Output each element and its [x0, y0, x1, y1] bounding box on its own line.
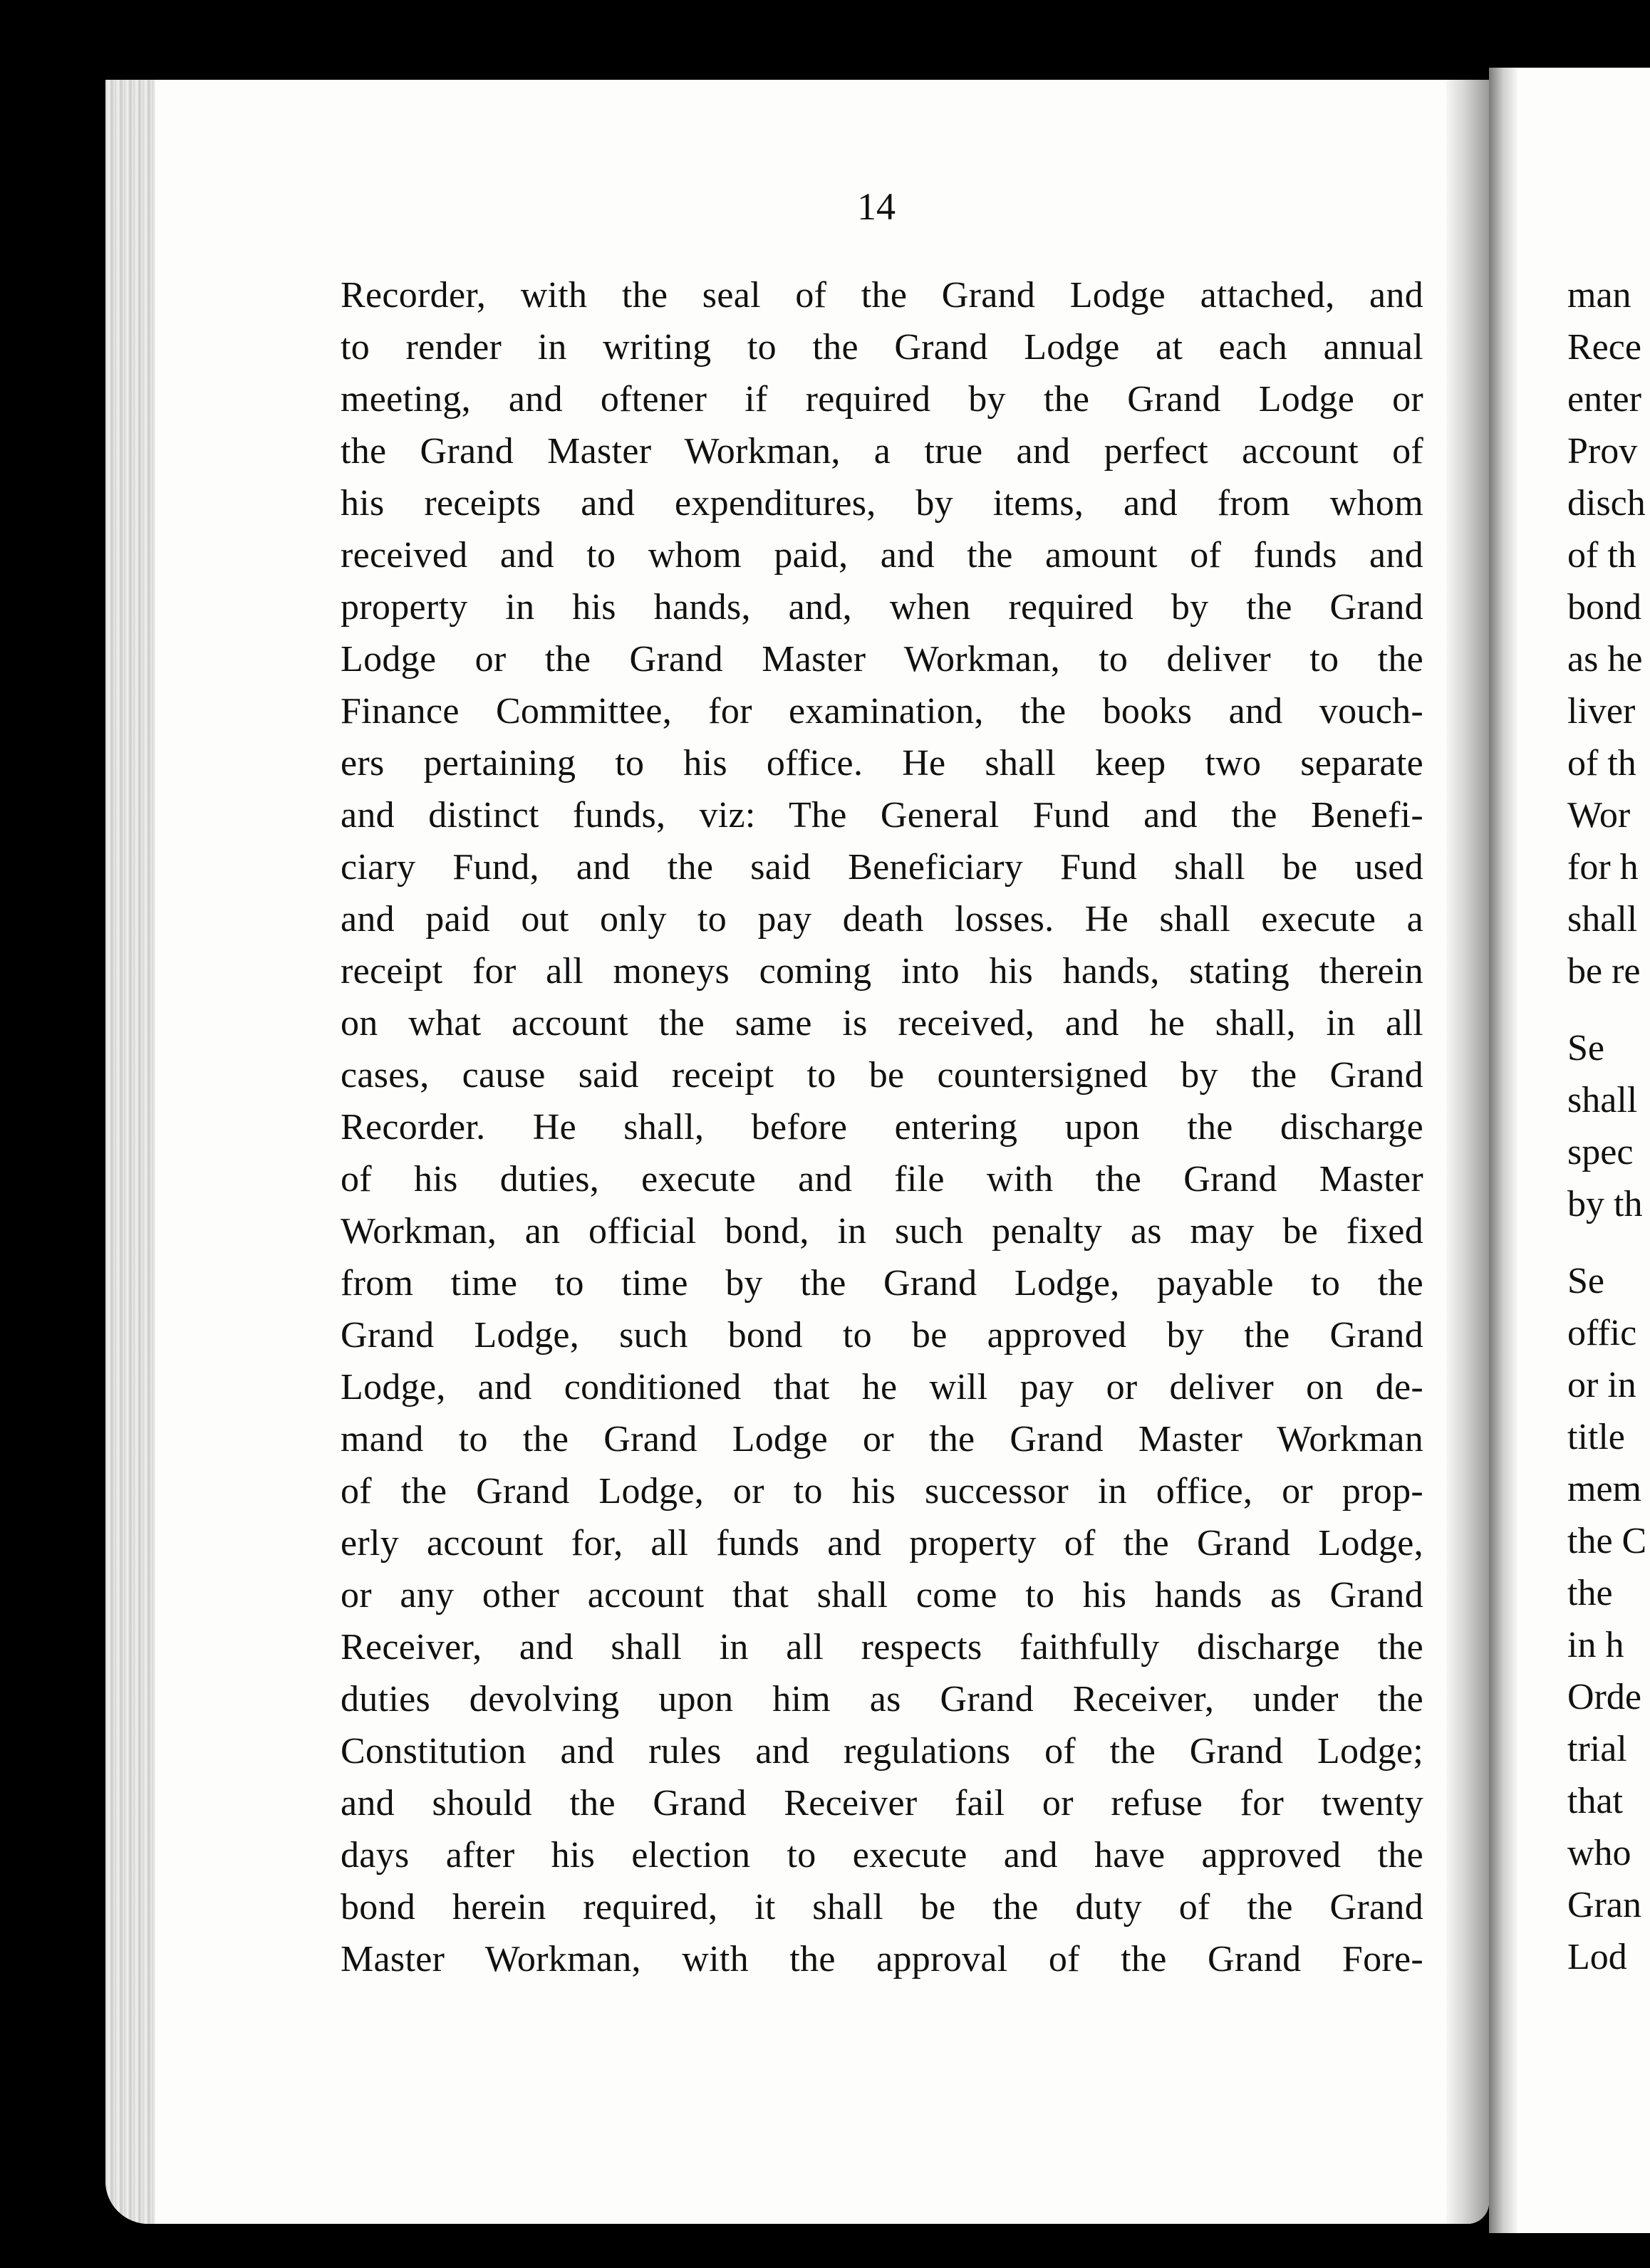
- right-text-line: for h: [1567, 847, 1639, 888]
- text-line: and should the Grand Receiver fail or refuse for twenty: [341, 1783, 1423, 1824]
- text-line: on what account the same is received, and he shall, in all: [341, 1003, 1423, 1044]
- right-text-line: be re: [1567, 951, 1641, 992]
- right-text-line: as he: [1567, 639, 1643, 680]
- right-page-gutter-shadow: [1489, 68, 1517, 2233]
- right-text-line: Rece: [1567, 327, 1641, 368]
- right-text-line: Se: [1567, 1028, 1604, 1068]
- right-text-line: disch: [1567, 483, 1646, 524]
- right-text-line: by th: [1567, 1184, 1643, 1224]
- text-line: of the Grand Lodge, or to his successor in office, or prop-: [341, 1471, 1423, 1512]
- paragraph-gap: [1567, 1230, 1650, 1255]
- text-line: ciary Fund, and the said Beneficiary Fund shall be used: [341, 847, 1423, 888]
- text-line: duties devolving upon him as Grand Receiver, under the: [341, 1679, 1423, 1720]
- right-text-line: Gran: [1567, 1885, 1641, 1925]
- right-text-line: Wor: [1567, 795, 1631, 836]
- right-page-text: [1567, 269, 1650, 1983]
- right-text-line: in h: [1567, 1625, 1624, 1665]
- right-text-line: liver: [1567, 691, 1636, 732]
- text-line: Master Workman, with the approval of the Grand Fore-: [341, 1939, 1423, 1980]
- text-line: received and to whom paid, and the amount of funds and: [341, 535, 1423, 576]
- text-line: cases, cause said receipt to be countersigned by the Grand: [341, 1055, 1423, 1096]
- right-text-line: the C: [1567, 1521, 1647, 1561]
- page-edges: [105, 80, 155, 2224]
- text-line: Receiver, and shall in all respects faithfully discharge the: [341, 1627, 1423, 1668]
- text-line: or any other account that shall come to his hands as Grand: [341, 1575, 1423, 1616]
- right-text-line: the: [1567, 1573, 1613, 1613]
- right-text-line: offic: [1567, 1313, 1637, 1353]
- text-line: receipt for all moneys coming into his hands, stating therein: [341, 951, 1423, 992]
- text-line: and distinct funds, viz: The General Fund and the Benefi-: [341, 795, 1423, 836]
- text-line: Lodge or the Grand Master Workman, to deliver to the: [341, 639, 1423, 680]
- text-line: and paid out only to pay death losses. He shall execute a: [341, 899, 1423, 940]
- page-number: 14: [857, 185, 896, 228]
- left-page-text: [341, 269, 1423, 1985]
- page-gutter-shadow: [1446, 80, 1489, 2224]
- right-text-line: or in: [1567, 1365, 1636, 1405]
- right-text-line: shall: [1567, 1080, 1638, 1120]
- text-line: Recorder. He shall, before entering upon the discharge: [341, 1107, 1423, 1148]
- text-line: Grand Lodge, such bond to be approved by the Grand: [341, 1315, 1423, 1356]
- text-line: Finance Committee, for examination, the books and vouch-: [341, 691, 1423, 732]
- text-line: Constitution and rules and regulations of the Grand Lodge;: [341, 1731, 1423, 1772]
- right-text-line: title: [1567, 1417, 1625, 1457]
- text-line: mand to the Grand Lodge or the Grand Master Workman: [341, 1419, 1423, 1460]
- right-text-line: man: [1567, 275, 1631, 316]
- paragraph-gap: [1567, 997, 1650, 1022]
- right-text-line: that: [1567, 1781, 1623, 1821]
- right-text-line: of th: [1567, 743, 1636, 784]
- text-line: the Grand Master Workman, a true and perfect account of: [341, 431, 1423, 472]
- text-line: Recorder, with the seal of the Grand Lodge attached, and: [341, 275, 1423, 316]
- text-line: ers pertaining to his office. He shall keep two separate: [341, 743, 1423, 784]
- text-line: property in his hands, and, when required by the Grand: [341, 587, 1423, 628]
- text-line: erly account for, all funds and property of the Grand Lodge,: [341, 1523, 1423, 1564]
- text-line: meeting, and oftener if required by the Grand Lodge or: [341, 379, 1423, 420]
- text-line: Lodge, and conditioned that he will pay or deliver on de-: [341, 1367, 1423, 1408]
- text-line: from time to time by the Grand Lodge, payable to the: [341, 1263, 1423, 1304]
- right-text-line: bond: [1567, 587, 1641, 628]
- text-line: days after his election to execute and have approved the: [341, 1835, 1423, 1876]
- right-text-line: mem: [1567, 1469, 1641, 1509]
- text-line: bond herein required, it shall be the duty of the Grand: [341, 1887, 1423, 1928]
- right-text-line: of th: [1567, 535, 1636, 576]
- right-text-line: Orde: [1567, 1677, 1641, 1717]
- right-text-line: Prov: [1567, 431, 1638, 472]
- right-text-line: spec: [1567, 1132, 1634, 1172]
- text-line: his receipts and expenditures, by items, and from whom: [341, 483, 1423, 524]
- right-text-line: Lod: [1567, 1937, 1627, 1977]
- right-text-line: trial: [1567, 1729, 1627, 1769]
- right-text-line: who: [1567, 1833, 1631, 1873]
- right-text-line: shall: [1567, 899, 1638, 940]
- right-text-line: Se: [1567, 1261, 1604, 1301]
- right-text-line: enter: [1567, 379, 1641, 420]
- text-line: of his duties, execute and file with the Grand Master: [341, 1159, 1423, 1200]
- text-line: Workman, an official bond, in such penalty as may be fixed: [341, 1211, 1423, 1252]
- text-line: to render in writing to the Grand Lodge at each annual: [341, 327, 1423, 368]
